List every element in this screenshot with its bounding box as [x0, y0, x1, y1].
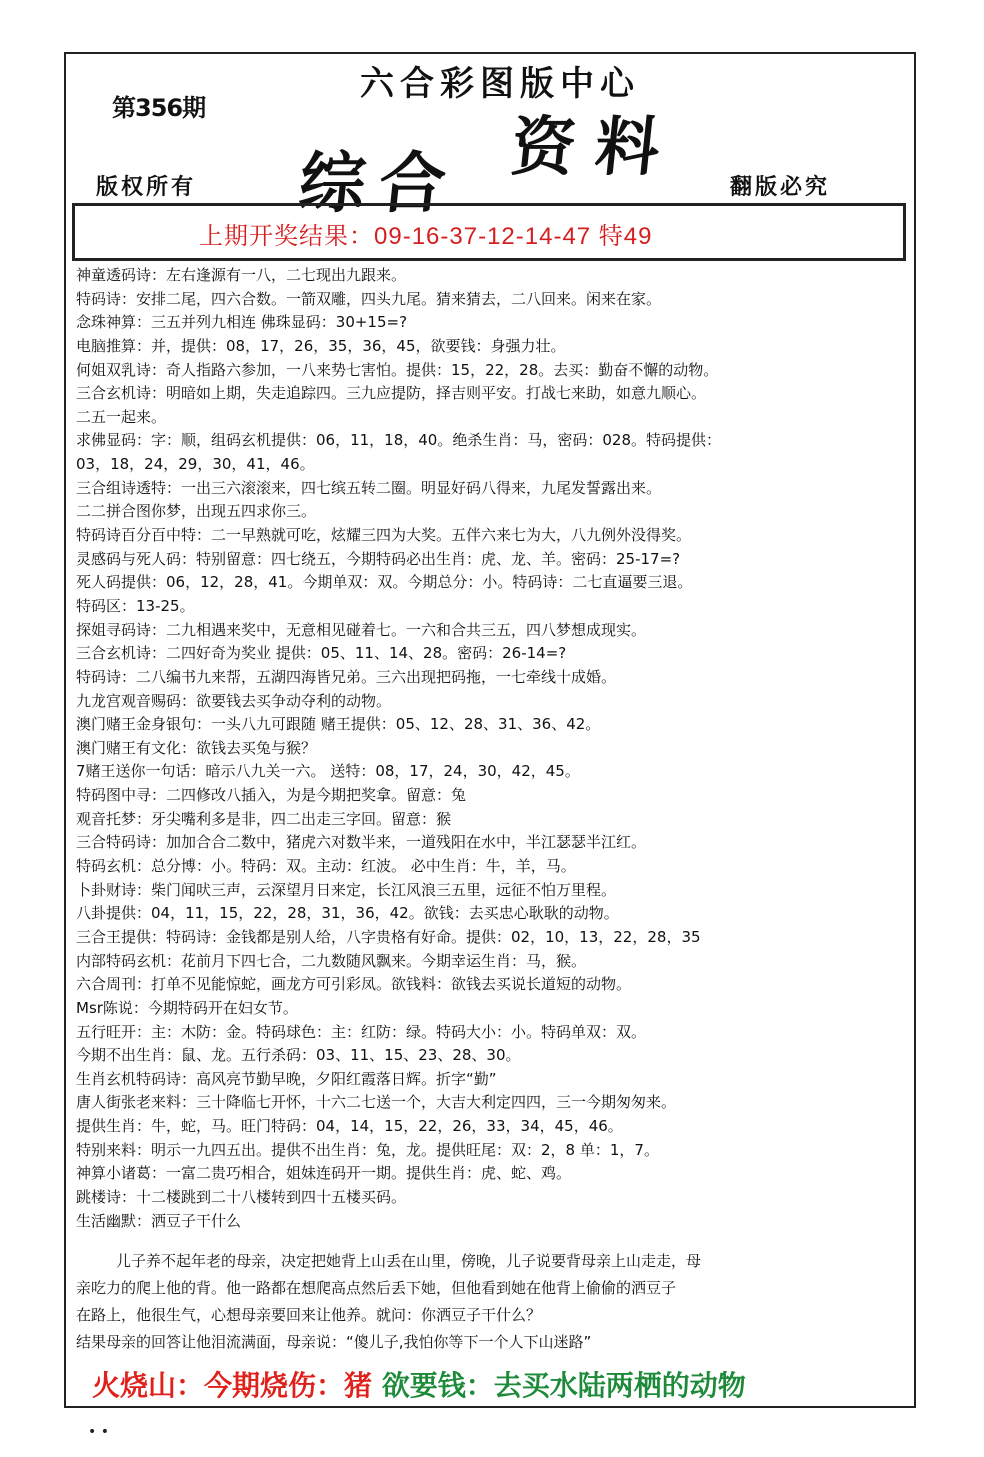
content-line: 八卦提供：04，11，15，22，28，31，36，42。欲钱：去买忠心耿耿的动物。 [76, 904, 619, 923]
content-line: 澳门赌王金身银句：一头八九可跟随 赌王提供：05、12、28、31、36、42。 [76, 715, 601, 734]
footer-banner [92, 1364, 902, 1404]
content-line: 三合组诗透特：一出三六滚滚来，四七缤五转二圈。明显好码八得来，九尾发誓露出来。 [76, 478, 662, 497]
content-line: 六合周刊：打单不见能惊蛇，画龙方可引彩凤。欲钱料：欲钱去买说长道短的动物。 [76, 975, 632, 994]
footer-green-text: 欲要钱：去买水陆两栖的动物 [372, 1369, 746, 1402]
content-line: 生肖玄机特码诗：高风亮节勤早晚，夕阳红霞落日辉。折字“勤” [76, 1069, 497, 1088]
content-line: 灵感码与死人码：特别留意：四七绕五，今期特码必出生肖：虎、龙、羊。密码：25-17=? [76, 549, 681, 568]
content-line: 跳楼诗：十二楼跳到二十八楼转到四十五楼买码。 [76, 1187, 407, 1206]
content-line: 九龙宫观音赐码：欲要钱去买争动夺利的动物。 [76, 691, 392, 710]
content-line: 求佛显码：字：顺，组码玄机提供：06，11，18，40。绝杀生肖：马，密码：028。特码提供： [76, 431, 721, 450]
story-line: 在路上，他很生气，心想母亲要回来让他养。就问：你洒豆子干什么？ [76, 1306, 542, 1324]
humor-story [76, 1248, 912, 1356]
content-line: 特码诗：安排二尾，四六合数。一箭双雕，四头九尾。猜来猜去，二八回来。闲来在家。 [76, 289, 662, 308]
story-line: 儿子养不起年老的母亲，决定把她背上山丢在山里，傍晚，儿子说要背母亲上山走走，母 [116, 1252, 702, 1270]
content-line: 三合王提供：特码诗：金钱都是别人给，八字贵格有好命。提供：02，10，13，22，28，35 [76, 927, 701, 946]
content-line: 特码诗：二八编书九来帮，五湖四海皆兄弟。三六出现把码拖，一七牵线十成婚。 [76, 667, 617, 686]
content-line: 探姐寻码诗：二九相遇来奖中，无意相见碰着七。一六和合共三五，四八梦想成现实。 [76, 620, 647, 639]
center-title: 六合彩图版中心 [360, 64, 640, 104]
content-line: 神算小诸葛：一富二贵巧相合，姐妹连码开一期。提供生肖：虎、蛇、鸡。 [76, 1164, 572, 1183]
content-line: 念珠神算：三五并列九相连 佛珠显码：30+15=? [76, 313, 408, 332]
content-line: 三合玄机诗：二四好奇为奖业 提供：05、11、14、28。密码：26-14=? [76, 644, 567, 663]
result-special: 特49 [591, 223, 653, 250]
copyright-left: 版权所有 [96, 174, 197, 200]
issue-number: 第356期 [112, 94, 206, 122]
content-line: 死人码提供：06，12，28，41。今期单双：双。今期总分：小。特码诗：二七直逼要三退。 [76, 573, 693, 592]
content-line: 电脑推算：并，提供：08，17，26，35，36，45，欲要钱：身强力壮。 [76, 336, 566, 355]
content-line: 特码图中寻：二四修改八插入，为是今期把奖拿。留意：兔 [76, 786, 467, 805]
content-line: 特码区：13-25。 [76, 596, 195, 615]
content-lines [76, 264, 912, 1233]
story-line: 结果母亲的回答让他泪流满面，母亲说：“傻儿子,我怕你等下一个人下山迷路” [76, 1333, 592, 1351]
content-line: 7赌王送你一句话：暗示八九关一六。 送特：08，17，24，30，42，45。 [76, 762, 580, 781]
big-title-ziliao: 资料 [507, 110, 684, 185]
content-line: 澳门赌王有文化：欲钱去买兔与猴？ [76, 738, 317, 757]
last-result-text [199, 216, 653, 251]
footer-red-text: 火烧山：今期烧伤：猪 [92, 1369, 373, 1402]
content-line: 生活幽默：洒豆子干什么 [76, 1211, 242, 1230]
result-label: 上期开奖结果： [199, 223, 374, 250]
content-line: 五行旺开：主：木防：金。特码球色：主：红防：绿。特码大小：小。特码单双：双。 [76, 1022, 647, 1041]
content-line: 特码玄机：总分博：小。特码：双。主动：红波。 必中生肖：牛，羊，马。 [76, 857, 576, 876]
content-line: 唐人街张老来料：三十降临七开怀，十六二七送一个，大吉大利定四四，三一今期匆匆来。 [76, 1093, 677, 1112]
content-line: 内部特码玄机：花前月下四七合，二九数随风飘来。今期幸运生肖：马，猴。 [76, 951, 587, 970]
content-line: 神童透码诗：左右逢源有一八，二七现出九跟来。 [76, 266, 407, 284]
content-line: 提供生肖：牛，蛇，马。旺门特码：04，14，15，22，26，33，34，45，46。 [76, 1117, 623, 1136]
content-line: 卜卦财诗：柴门闻吠三声，云深望月日来定，长江风浪三五里，远征不怕万里程。 [76, 880, 617, 899]
content-line: 特别来料：明示一九四五出。提供不出生肖：兔，龙。提供旺尾：双：2，8 单：1，7。 [76, 1140, 659, 1159]
scan-dots: • • [88, 1424, 109, 1440]
content-line: 三合玄机诗：明暗如上期，失走追踪四。三九应提防，择吉则平安。打战七来助，如意九顺心。 [76, 384, 707, 403]
content-line: 03，18，24，29，30，41，46。 [76, 455, 315, 474]
content-line: Msr陈说：今期特码开在妇女节。 [76, 998, 298, 1017]
content-line: 二五一起来。 [76, 407, 167, 426]
content-line: 何姐双乳诗：奇人指路六参加，一八来势七害怕。提供：15，22，28。去买：勤奋不懈的动物。 [76, 360, 719, 379]
content-line: 特码诗百分百中特：二一早熟就可吃，炫耀三四为大奖。五伴六来七为大，八九例外没得奖。 [76, 526, 692, 545]
result-numbers: 09-16-37-12-14-47 [374, 223, 592, 250]
big-title-zonghe: 综合 [295, 144, 464, 222]
content-line: 观音托梦：牙尖嘴利多是非，四二出走三字回。留意：猴 [76, 809, 452, 828]
content-line: 今期不出生肖：鼠、龙。五行杀码：03、11、15、23、28、30。 [76, 1046, 521, 1065]
copyright-right: 翻版必究 [730, 174, 831, 200]
content-line: 三合特码诗：加加合合二数中，猪虎六对数半来，一道残阳在水中，半江瑟瑟半江红。 [76, 833, 647, 852]
content-line: 二二拼合图你梦，出现五四求你三。 [76, 502, 317, 521]
story-line: 亲吃力的爬上他的背。他一路都在想爬高点然后丢下她，但他看到她在他背上偷偷的洒豆子 [76, 1279, 677, 1297]
last-result-box [72, 203, 906, 261]
